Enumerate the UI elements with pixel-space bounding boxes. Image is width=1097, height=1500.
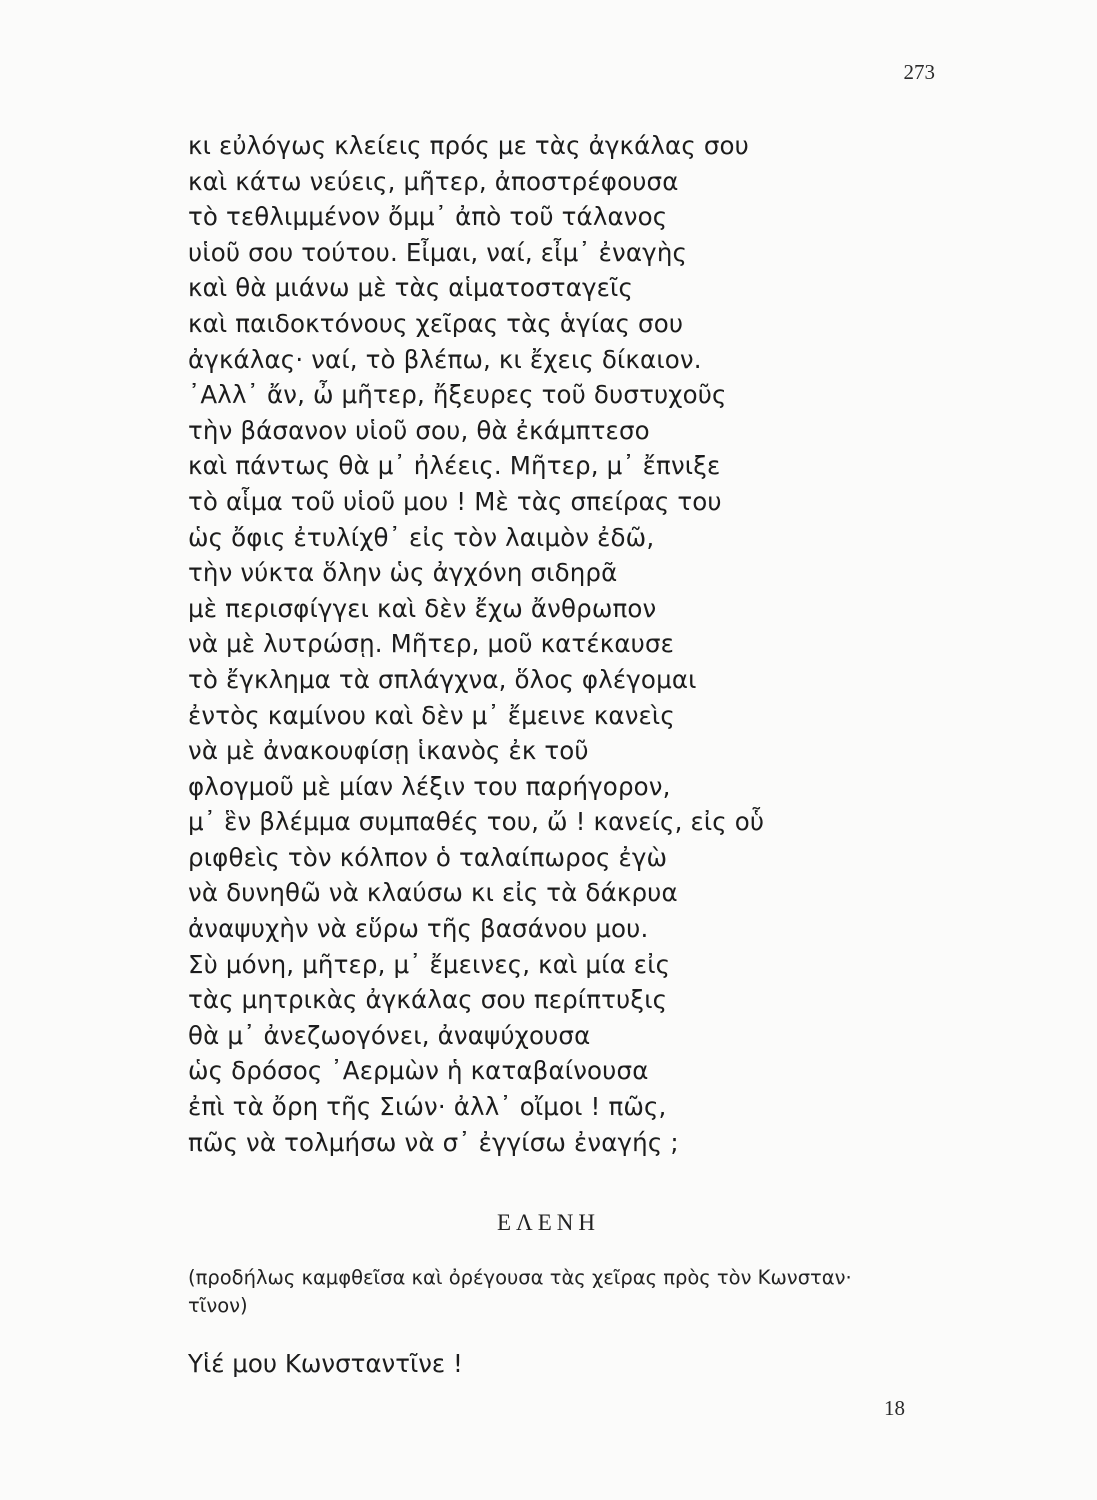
verse-line: ἐντὸς καμίνου καὶ δὲν μ᾽ ἔμεινε κανεὶς <box>188 700 675 730</box>
verse-line: ἐπὶ τὰ ὄρη τῆς Σιών· ἀλλ᾽ οἴμοι ! πῶς, <box>188 1092 667 1122</box>
verse-line: τὸ τεθλιμμένον ὄμμ᾽ ἀπὸ τοῦ τάλανος <box>188 202 668 232</box>
verse-line: υἱοῦ σου τούτου. Εἶμαι, ναί, εἶμ᾽ ἐναγὴς <box>188 237 688 267</box>
stage-direction-line: (προδήλως καμφθεῖσα καὶ ὀρέγουσα τὰς χεῖρας πρὸς τὸν Κωνσταν· <box>188 1266 852 1289</box>
verse-line: ᾽Αλλ᾽ ἄν, ὦ μῆτερ, ἤξευρες τοῦ δυστυχοῦς <box>188 380 727 410</box>
signature-mark: 18 <box>884 1396 905 1420</box>
verse-line: καὶ θὰ μιάνω μὲ τὰς αἱματοσταγεῖς <box>188 273 634 303</box>
verse-line: μ᾽ ἓν βλέμμα συμπαθές του, ὤ ! κανείς, εἰς οὗ <box>188 807 765 837</box>
verse-line: ἀναψυχὴν νὰ εὕρω τῆς βασάνου μου. <box>188 914 649 944</box>
speaker-name: ΕΛΕΝΗ <box>497 1210 600 1235</box>
verse-line: ἀγκάλας· ναί, τὸ βλέπω, κι ἔχεις δίκαιον. <box>188 344 702 374</box>
verse-line: ριφθεὶς τὸν κόλπον ὁ ταλαίπωρος ἐγὼ <box>188 842 668 872</box>
verse-line: κι εὐλόγως κλείεις πρός με τὰς ἀγκάλας σου <box>188 131 749 160</box>
verse-line: καὶ κάτω νεύεις, μῆτερ, ἀποστρέφουσα <box>188 166 679 196</box>
verse-line: καὶ πάντως θὰ μ᾽ ἠλέεις. Μῆτερ, μ᾽ ἔπνιξε <box>188 451 721 481</box>
verse-line: τὴν νύκτα ὅλην ὡς ἀγχόνη σιδηρᾶ <box>188 558 618 588</box>
verse-line: τὰς μητρικὰς ἀγκάλας σου περίπτυξις <box>188 985 668 1015</box>
stage-direction <box>188 1264 928 1320</box>
verse-line: ὡς δρόσος ᾽Αερμὼν ἡ καταβαίνουσα <box>188 1056 649 1086</box>
verse-line: τὴν βάσανον υἱοῦ σου, θὰ ἐκάμπτεσο <box>188 415 650 445</box>
verse-line: τὸ αἷμα τοῦ υἱοῦ μου ! Μὲ τὰς σπείρας του <box>188 486 722 516</box>
verse-line: πῶς νὰ τολμήσω νὰ σ᾽ ἐγγίσω ἐναγής ; <box>188 1127 679 1157</box>
verse-line: ὡς ὄφις ἐτυλίχθ᾽ εἰς τὸν λαιμὸν ἐδῶ, <box>188 522 655 552</box>
verse-line: τὸ ἔγκλημα τὰ σπλάγχνα, ὅλος φλέγομαι <box>188 664 697 694</box>
stage-direction-line: τῖνον) <box>188 1294 248 1317</box>
verse-line: μὲ περισφίγγει καὶ δὲν ἔχω ἄνθρωπον <box>188 593 657 623</box>
page-number: 273 <box>903 60 935 84</box>
verse-line: νὰ μὲ λυτρώσῃ. Μῆτερ, μοῦ κατέκαυσε <box>188 629 675 659</box>
verse-line: φλογμοῦ μὲ μίαν λέξιν του παρήγορον, <box>188 771 671 801</box>
verse-line: καὶ παιδοκτόνους χεῖρας τὰς ἁγίας σου <box>188 308 684 338</box>
verse-line: θὰ μ᾽ ἀνεζωογόνει, ἀναψύχουσα <box>188 1020 591 1050</box>
poem-verse-block <box>188 128 908 1160</box>
speech-line: Υἱέ μου Κωνσταντῖνε ! <box>188 1349 463 1378</box>
verse-line: Σὺ μόνη, μῆτερ, μ᾽ ἔμεινες, καὶ μία εἰς <box>188 949 671 979</box>
verse-line: νὰ δυνηθῶ νὰ κλαύσω κι εἰς τὰ δάκρυα <box>188 878 678 908</box>
verse-line: νὰ μὲ ἀνακουφίσῃ ἱκανὸς ἐκ τοῦ <box>188 736 589 766</box>
